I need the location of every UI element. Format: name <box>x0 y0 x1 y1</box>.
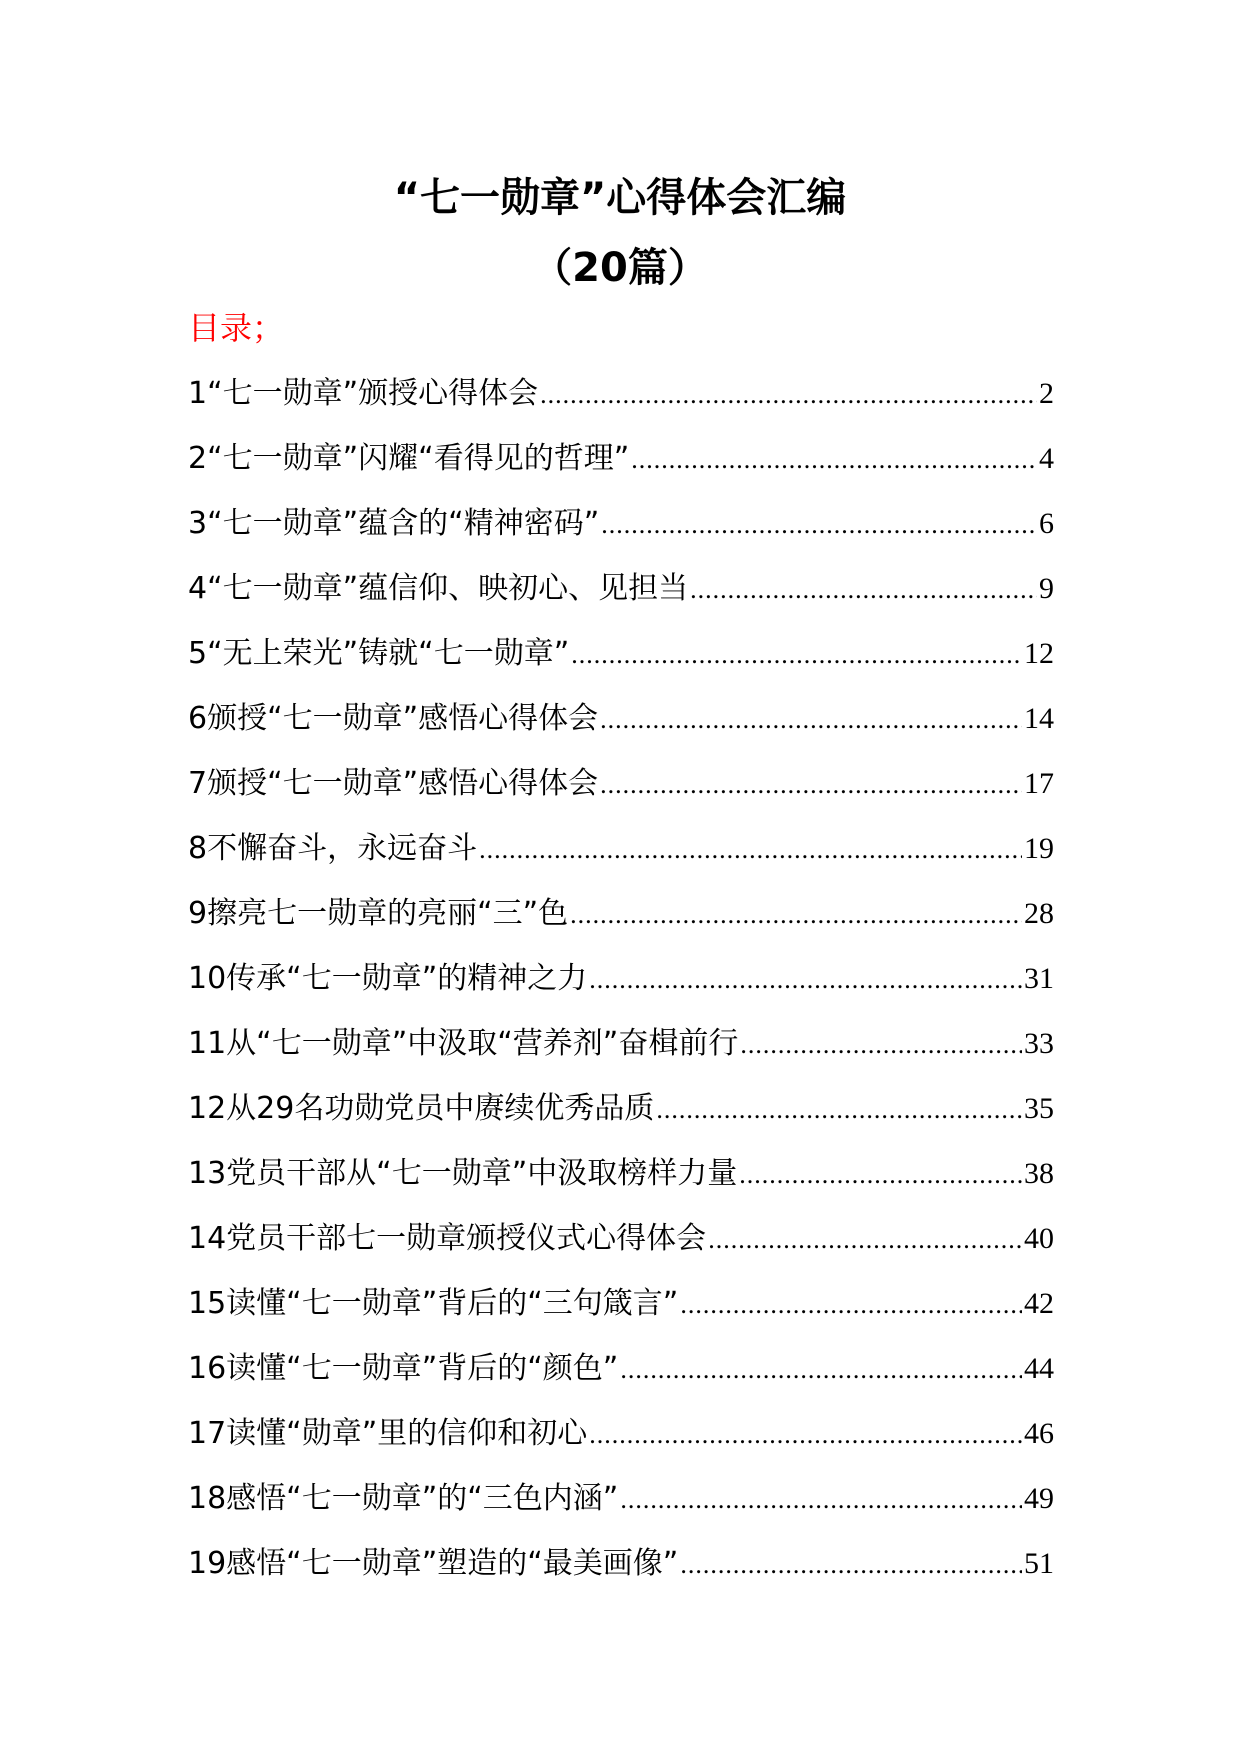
toc-entry-title: 4“七一勋章”蕴信仰、映初心、见担当 <box>188 571 689 606</box>
toc-leader <box>589 958 1022 1002</box>
toc-entry-title: 7颁授“七一勋章”感悟心得体会 <box>188 766 599 801</box>
toc-entry[interactable] <box>188 827 1054 892</box>
toc-entry-title: 9擦亮七一勋章的亮丽“三”色 <box>188 896 569 931</box>
toc-leader <box>571 633 1022 677</box>
toc-entry[interactable] <box>188 1347 1054 1412</box>
toc-entry-title: 1“七一勋章”颁授心得体会 <box>188 376 539 411</box>
toc-entry[interactable] <box>188 1477 1054 1542</box>
toc-entry[interactable] <box>188 1282 1054 1347</box>
toc-entry[interactable] <box>188 1152 1054 1217</box>
toc-entry[interactable] <box>188 1022 1054 1087</box>
toc-entry-title: 19感悟“七一勋章”塑造的“最美画像” <box>188 1546 679 1581</box>
toc-leader <box>690 568 1037 612</box>
toc-page-number: 9 <box>1039 572 1054 605</box>
toc-leader <box>589 1413 1022 1457</box>
toc-page-number: 17 <box>1024 767 1054 800</box>
toc-entry-title: 18感悟“七一勋章”的“三色内涵” <box>188 1481 619 1516</box>
toc-entry[interactable] <box>188 1412 1054 1477</box>
toc-entry-title: 3“七一勋章”蕴含的“精神密码” <box>188 506 600 541</box>
toc-entry-title: 5“无上荣光”铸就“七一勋章” <box>188 636 570 671</box>
toc-page-number: 6 <box>1039 507 1054 540</box>
toc-leader <box>601 503 1037 547</box>
toc-entry-title: 6颁授“七一勋章”感悟心得体会 <box>188 701 599 736</box>
toc-heading: 目录； <box>188 309 285 347</box>
toc-page-number: 51 <box>1024 1547 1054 1580</box>
toc-entry-title: 17读懂“勋章”里的信仰和初心 <box>188 1416 588 1451</box>
toc-leader <box>740 1023 1022 1067</box>
toc-entry-title: 11从“七一勋章”中汲取“营养剂”奋楫前行 <box>188 1026 739 1061</box>
toc-leader <box>620 1478 1022 1522</box>
toc-entry[interactable] <box>188 762 1054 827</box>
toc-page-number: 46 <box>1024 1417 1054 1450</box>
toc-entry[interactable] <box>188 1087 1054 1152</box>
toc-leader <box>600 763 1022 807</box>
toc-leader <box>620 1348 1022 1392</box>
toc-entry[interactable] <box>188 1542 1054 1607</box>
document-title: “七一勋章”心得体会汇编 <box>393 175 847 221</box>
toc-entry-title: 12从29名功勋党员中赓续优秀品质 <box>188 1091 655 1126</box>
toc-leader <box>680 1543 1022 1587</box>
toc-entry-title: 14党员干部七一勋章颁授仪式心得体会 <box>188 1221 707 1256</box>
toc-leader <box>570 893 1022 937</box>
toc-entry-title: 16读懂“七一勋章”背后的“颜色” <box>188 1351 619 1386</box>
toc-page-number: 12 <box>1024 637 1054 670</box>
toc-leader <box>479 828 1022 872</box>
toc-page-number: 38 <box>1024 1157 1054 1190</box>
toc-leader <box>708 1218 1022 1262</box>
toc-page-number: 28 <box>1024 897 1054 930</box>
toc-page-number: 49 <box>1024 1482 1054 1515</box>
toc-page-number: 44 <box>1024 1352 1054 1385</box>
toc-entry-title: 10传承“七一勋章”的精神之力 <box>188 961 588 996</box>
table-of-contents <box>188 372 1054 1607</box>
toc-leader <box>631 438 1037 482</box>
toc-page-number: 40 <box>1024 1222 1054 1255</box>
toc-leader <box>656 1088 1022 1132</box>
toc-leader <box>680 1283 1022 1327</box>
toc-page-number: 2 <box>1039 377 1054 410</box>
document-subtitle: （20篇） <box>532 245 708 291</box>
toc-entry[interactable] <box>188 437 1054 502</box>
toc-entry[interactable] <box>188 567 1054 632</box>
toc-entry-title: 8不懈奋斗，永远奋斗 <box>188 831 478 866</box>
toc-entry[interactable] <box>188 1217 1054 1282</box>
toc-leader <box>739 1153 1022 1197</box>
toc-leader <box>600 698 1022 742</box>
toc-page-number: 19 <box>1024 832 1054 865</box>
toc-entry-title: 13党员干部从“七一勋章”中汲取榜样力量 <box>188 1156 738 1191</box>
toc-page-number: 33 <box>1024 1027 1054 1060</box>
toc-page-number: 4 <box>1039 442 1054 475</box>
toc-entry[interactable] <box>188 892 1054 957</box>
toc-entry[interactable] <box>188 632 1054 697</box>
toc-entry-title: 15读懂“七一勋章”背后的“三句箴言” <box>188 1286 679 1321</box>
toc-entry[interactable] <box>188 372 1054 437</box>
toc-entry[interactable] <box>188 502 1054 567</box>
toc-entry[interactable] <box>188 697 1054 762</box>
toc-page-number: 42 <box>1024 1287 1054 1320</box>
toc-entry-title: 2“七一勋章”闪耀“看得见的哲理” <box>188 441 630 476</box>
toc-page-number: 35 <box>1024 1092 1054 1125</box>
toc-page-number: 31 <box>1024 962 1054 995</box>
toc-page-number: 14 <box>1024 702 1054 735</box>
toc-entry[interactable] <box>188 957 1054 1022</box>
toc-leader <box>540 373 1037 417</box>
